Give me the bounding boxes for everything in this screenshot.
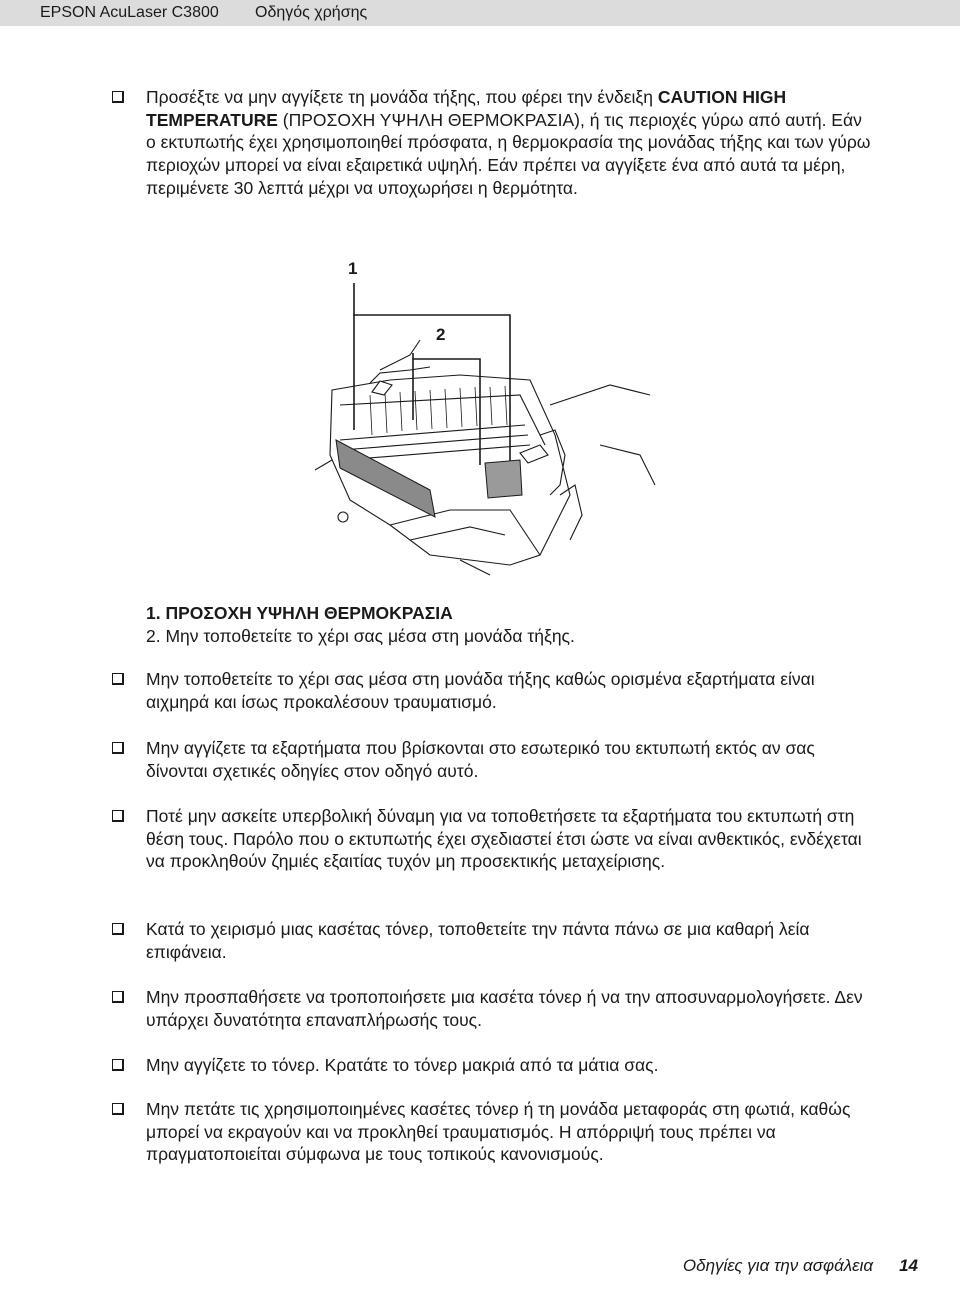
warning-text: Προσέξτε να μην αγγίξετε τη μονάδα τήξης, που φέρει την ένδειξη CAUTION HIGH TEMPERATURE (ΠΡΟΣΟΧΗ ΥΨΗΛΗ ΘΕΡΜΟΚΡΑΣΙΑ), ή τις περιοχές γύρω από αυτή. Εάν ο εκτυπωτής έχει χρησιμοποιηθεί πρόσφατα, η θερμοκρασία της μονάδας τήξης και των γύρω περιοχών μπορεί να είναι εξαιρετικά υψηλή. Εάν πρέπει να αγγίξετε ένα από αυτά τα μέρη, περιμένετε 30 λεπτά μέχρι να υποχωρήσει η θερμότητα. bbox=[146, 87, 871, 198]
warning-item bbox=[112, 1054, 872, 1077]
fuser-drawing bbox=[310, 255, 670, 585]
warning-text: Μην πετάτε τις χρησιμοποιημένες κασέτες τόνερ ή τη μονάδα μεταφοράς στη φωτιά, καθώς μπορεί να εκραγούν και να προκληθεί τραυματισμός. Η απόρριψή τους πρέπει να πραγματοποιείται σύμφωνα με τους τοπικούς κανονισμούς. bbox=[146, 1099, 851, 1165]
checkbox-bullet-icon bbox=[112, 673, 124, 685]
checkbox-bullet-icon bbox=[112, 810, 124, 822]
warning-text: Μην προσπαθήσετε να τροποποιήσετε μια κασέτα τόνερ ή να την αποσυναρμολογήσετε. Δεν υπάρχει δυνατότητα επαναπλήρωσής τους. bbox=[146, 987, 863, 1030]
warning-item bbox=[112, 918, 872, 963]
warning-text: Ποτέ μην ασκείτε υπερβολική δύναμη για να τοποθετήσετε τα εξαρτήματα του εκτυπωτή στη θέση τους. Παρόλο που ο εκτυπωτής έχει σχεδιαστεί έτσι ώστε να είναι ανθεκτικός, ενδέχεται να προκληθούν ζημιές εξαιτίας τυχόν μη προσεκτικής μεταχείρισης. bbox=[146, 806, 862, 872]
checkbox-bullet-icon bbox=[112, 923, 124, 935]
callout-line-2 bbox=[413, 353, 480, 465]
checkbox-bullet-icon bbox=[112, 91, 124, 103]
warning-item bbox=[112, 986, 872, 1031]
page-number: 14 bbox=[899, 1256, 918, 1275]
warning-text: Μην αγγίζετε το τόνερ. Κρατάτε το τόνερ μακριά από τα μάτια σας. bbox=[146, 1055, 659, 1075]
callout-number-1: 1 bbox=[348, 259, 358, 278]
warning-item bbox=[112, 668, 872, 713]
fuser-unit-illustration bbox=[310, 255, 670, 585]
guide-title: Οδηγός χρήσης bbox=[255, 4, 368, 21]
caption-1: 1. ΠΡΟΣΟΧΗ ΥΨΗΛΗ ΘΕΡΜΟΚΡΑΣΙΑ bbox=[146, 603, 453, 623]
page-footer bbox=[683, 1256, 918, 1276]
checkbox-bullet-icon bbox=[112, 1103, 124, 1115]
callout-line-1 bbox=[354, 283, 510, 465]
warning-text: Μην αγγίζετε τα εξαρτήματα που βρίσκονται στο εσωτερικό του εκτυπωτή εκτός αν σας δίνονται σχετικές οδηγίες στον οδηγό αυτό. bbox=[146, 738, 815, 781]
callout-number-2: 2 bbox=[436, 325, 446, 344]
warning-item bbox=[112, 737, 872, 782]
caption-2: 2. Μην τοποθετείτε το χέρι σας μέσα στη μονάδα τήξης. bbox=[146, 625, 575, 646]
fuser-interior-shaded-area bbox=[485, 460, 522, 498]
figure-captions bbox=[146, 602, 575, 647]
warning-text: Κατά το χειρισμό μιας κασέτας τόνερ, τοποθετείτε την πάντα πάνω σε μια καθαρή λεία επιφάνεια. bbox=[146, 919, 810, 962]
footer-section-title: Οδηγίες για την ασφάλεια bbox=[682, 1256, 874, 1275]
checkbox-bullet-icon bbox=[112, 742, 124, 754]
caution-label-shaded-area bbox=[336, 440, 435, 517]
warning-item-hot-fuser bbox=[112, 86, 872, 200]
product-name: EPSON AcuLaser C3800 bbox=[40, 4, 219, 21]
warning-item bbox=[112, 805, 872, 873]
checkbox-bullet-icon bbox=[112, 1059, 124, 1071]
page-header bbox=[0, 0, 960, 26]
warning-item bbox=[112, 1098, 872, 1166]
checkbox-bullet-icon bbox=[112, 991, 124, 1003]
warning-text: Μην τοποθετείτε το χέρι σας μέσα στη μονάδα τήξης καθώς ορισμένα εξαρτήματα είναι αιχμηρά και ίσως προκαλέσουν τραυματισμό. bbox=[146, 669, 815, 712]
